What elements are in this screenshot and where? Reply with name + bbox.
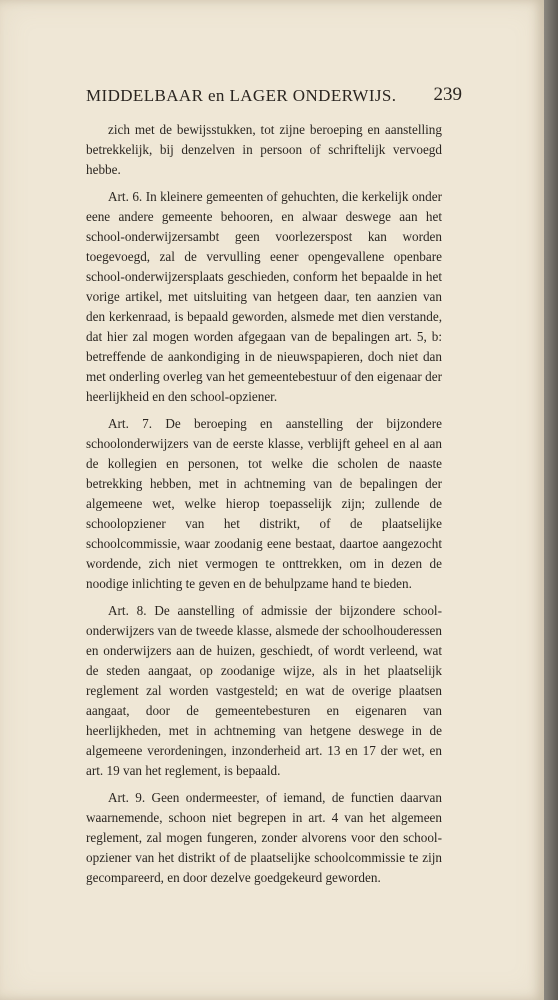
paragraph-art-6: Art. 6. In kleinere gemeenten of gehuchten, die kerkelijk onder eene andere gemeente behooren, en alwaar deswege aan het school-onderwijzersambt geen voorlezerspost kan worden toegevoegd, zal de vervulling eener opengevallene openbare school-onderwijzersplaats geschieden, conform het bepaalde in het vorige artikel, met uitsluiting van hetgeen daar, ten aanzien van den kerkenraad, is bepaald geworden, alsmede met dien verstande, dat hier zal mogen worden afgegaan van de bepalingen art. 5, b: betreffende de aankondiging in de nieuwspapieren, doch niet dan met onderling overleg van het gemeentebestuur of den eigenaar der heerlijkheid en den school-opziener. — [86, 189, 442, 404]
paragraph-art-8: Art. 8. De aanstelling of admissie der bijzondere school-onderwijzers van de tweede klasse, alsmede der schoolhouderessen en onderwijzers aan de huizen, geschiedt, of wordt verleend, wat de steden aangaat, op zoodanige wijze, als in het plaatselijk reglement zal worden vastgesteld; en wat de overige plaatsen aangaat, door de gemeentebesturen en eigenaren van heerlijkheden, met in achtneming van hetgene deswege in de algemeene verordeningen, inzonderheid art. 13 en 17 der wet, en art. 19 van het reglement, is bepaald. — [86, 603, 442, 778]
paragraph-art-9: Art. 9. Geen ondermeester, of iemand, de functien daarvan waarnemende, schoon niet begrepen in art. 4 van het algemeen reglement, zal mogen fungeren, zonder alvorens voor den school-opziener van het distrikt of de plaatselijke schoolcommissie te zijn gecompareerd, en door dezelve goedgekeurd geworden. — [86, 790, 442, 885]
body-text — [86, 120, 442, 895]
page-number: 239 — [433, 84, 462, 105]
paragraph-art-7: Art. 7. De beroeping en aanstelling der bijzondere schoolonderwijzers van de eerste klasse, verblijft geheel en al aan de kollegien en personen, tot welke die scholen de naaste betrekking hebben, met in achtneming van de bepalingen der algemeene wet, welke hierop toepasselijk zijn; zullende de schoolopziener van het distrikt, of de plaatselijke schoolcommissie, waar zoodanig eene bestaat, daartoe aangezocht wordende, zich niet vermogen te onttrekken, om in dezen de noodige inlichting te geven en de behulpzame hand te bieden. — [86, 416, 442, 591]
page-edge-shadow — [544, 0, 558, 1000]
running-title: MIDDELBAAR en LAGER ONDERWIJS. — [86, 86, 397, 105]
paragraph-continuation: zich met de bewijsstukken, tot zijne beroeping en aanstelling betrekkelijk, bij denzelven in persoon of schriftelijk vervoegd hebbe. — [86, 122, 442, 177]
page-header — [86, 86, 462, 108]
